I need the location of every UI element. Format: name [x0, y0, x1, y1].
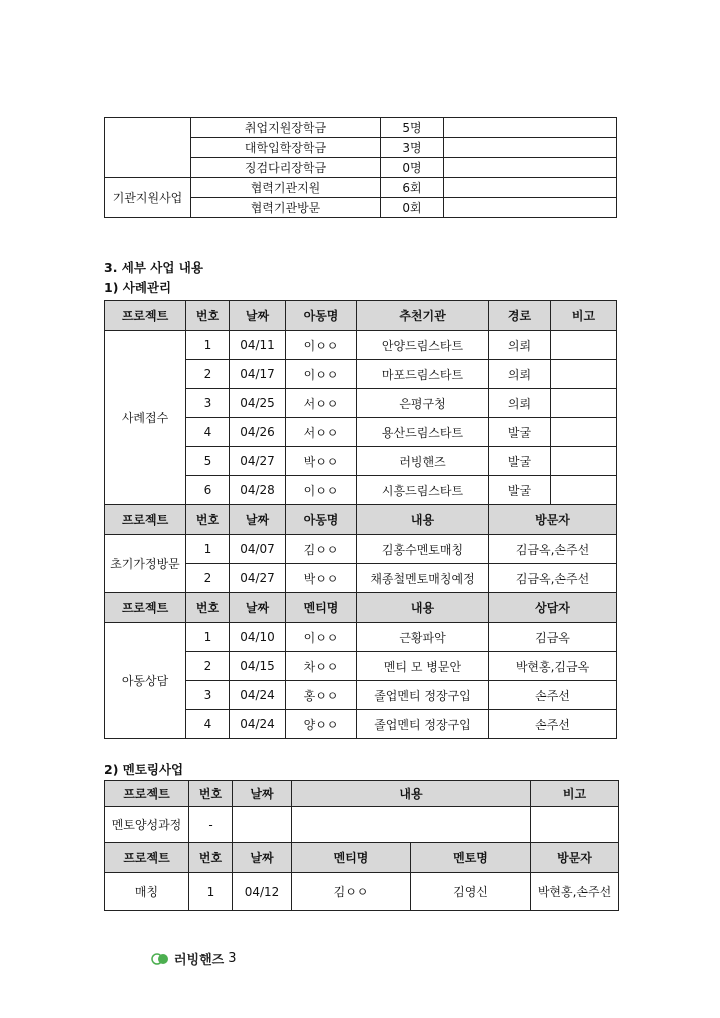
cell: 04/10: [230, 623, 286, 652]
header-child-name: 아동명: [286, 301, 357, 331]
header-remarks: 비고: [551, 301, 617, 331]
cell: 1: [189, 873, 233, 911]
home-visit-label: 초기가정방문: [105, 535, 186, 593]
cell: 러빙핸즈: [357, 447, 489, 476]
cell: 용산드림스타트: [357, 418, 489, 447]
cell: 의뢰: [489, 389, 551, 418]
cell: 멘티 모 병문안: [357, 652, 489, 681]
cell: 박ㅇㅇ: [286, 564, 357, 593]
note-cell: [444, 138, 617, 158]
header-project: 프로젝트: [105, 593, 186, 623]
subsection-title-case: 1) 사례관리: [104, 280, 172, 295]
cell: 04/25: [230, 389, 286, 418]
cell: 04/12: [233, 873, 292, 911]
item-cell: 징검다리장학금: [191, 158, 381, 178]
cell: 2: [186, 652, 230, 681]
top-summary-table: [104, 117, 617, 218]
cell: [292, 807, 531, 843]
cell: 의뢰: [489, 331, 551, 360]
mentoring-table: [104, 780, 619, 911]
cell: 박현홍,김금옥: [489, 652, 617, 681]
cell: 3: [186, 681, 230, 710]
cell: [551, 389, 617, 418]
cell: 04/07: [230, 535, 286, 564]
cell: 04/27: [230, 564, 286, 593]
cell: 김금옥: [489, 623, 617, 652]
header-mentor-name: 멘토명: [411, 843, 531, 873]
cell: 의뢰: [489, 360, 551, 389]
cell: 6: [186, 476, 230, 505]
cell: -: [189, 807, 233, 843]
cell: 서ㅇㅇ: [286, 389, 357, 418]
cell: 김영신: [411, 873, 531, 911]
header-number: 번호: [186, 301, 230, 331]
header-referral-agency: 추천기관: [357, 301, 489, 331]
cell: [551, 360, 617, 389]
cell: 04/17: [230, 360, 286, 389]
training-label: 멘토양성과정: [105, 807, 189, 843]
header-number: 번호: [186, 505, 230, 535]
cell: 은평구청: [357, 389, 489, 418]
header-number: 번호: [189, 781, 233, 807]
section-title: 3. 세부 사업 내용: [104, 260, 203, 275]
header-route: 경로: [489, 301, 551, 331]
case-management-table: [104, 300, 617, 739]
cell: 손주선: [489, 710, 617, 739]
cell: 이ㅇㅇ: [286, 623, 357, 652]
item-cell: 대학입학장학금: [191, 138, 381, 158]
page-number: 3: [228, 950, 237, 966]
cell: 김ㅇㅇ: [292, 873, 411, 911]
count-cell: 0회: [381, 198, 444, 218]
cell: 1: [186, 623, 230, 652]
cell: 차ㅇㅇ: [286, 652, 357, 681]
header-counselor: 상담자: [489, 593, 617, 623]
header-number: 번호: [189, 843, 233, 873]
cell: 5: [186, 447, 230, 476]
cell: 이ㅇㅇ: [286, 360, 357, 389]
header-remarks: 비고: [531, 781, 619, 807]
item-cell: 협력기관방문: [191, 198, 381, 218]
cell: 발굴: [489, 447, 551, 476]
count-cell: 6회: [381, 178, 444, 198]
cell: 서ㅇㅇ: [286, 418, 357, 447]
header-visitor: 방문자: [531, 843, 619, 873]
cell: 채종철멘토매칭예정: [357, 564, 489, 593]
counsel-label: 아동상담: [105, 623, 186, 739]
cell: 홍ㅇㅇ: [286, 681, 357, 710]
header-visitor: 방문자: [489, 505, 617, 535]
cell: 3: [186, 389, 230, 418]
header-project: 프로젝트: [105, 301, 186, 331]
cell: 박ㅇㅇ: [286, 447, 357, 476]
count-cell: 5명: [381, 118, 444, 138]
cell: [233, 807, 292, 843]
cell: 박현홍,손주선: [531, 873, 619, 911]
cell: 손주선: [489, 681, 617, 710]
cell: 4: [186, 418, 230, 447]
cell: [551, 331, 617, 360]
cell: 마포드림스타트: [357, 360, 489, 389]
note-cell: [444, 118, 617, 138]
cell: 1: [186, 331, 230, 360]
logo-text: 러빙핸즈: [174, 952, 225, 968]
item-cell: 취업지원장학금: [191, 118, 381, 138]
group-cell-empty: [105, 118, 191, 178]
cell: 이ㅇㅇ: [286, 476, 357, 505]
cell: 김홍수멘토매칭: [357, 535, 489, 564]
header-date: 날짜: [230, 301, 286, 331]
intake-label: 사례접수: [105, 331, 186, 505]
header-project: 프로젝트: [105, 781, 189, 807]
header-date: 날짜: [233, 843, 292, 873]
count-cell: 3명: [381, 138, 444, 158]
cell: 04/24: [230, 710, 286, 739]
header-content: 내용: [357, 505, 489, 535]
cell: 04/27: [230, 447, 286, 476]
cell: 안양드림스타트: [357, 331, 489, 360]
item-cell: 협력기관지원: [191, 178, 381, 198]
header-mentee-name: 멘티명: [286, 593, 357, 623]
cell: 4: [186, 710, 230, 739]
note-cell: [444, 158, 617, 178]
cell: 근황파악: [357, 623, 489, 652]
header-date: 날짜: [230, 593, 286, 623]
cell: 발굴: [489, 476, 551, 505]
cell: [551, 476, 617, 505]
header-number: 번호: [186, 593, 230, 623]
header-date: 날짜: [230, 505, 286, 535]
cell: 양ㅇㅇ: [286, 710, 357, 739]
hands-logo-icon: [150, 948, 170, 968]
cell: 04/24: [230, 681, 286, 710]
cell: 졸업멘티 정장구입: [357, 681, 489, 710]
cell: 이ㅇㅇ: [286, 331, 357, 360]
header-project: 프로젝트: [105, 843, 189, 873]
cell: 04/11: [230, 331, 286, 360]
cell: 김금옥,손주선: [489, 564, 617, 593]
cell: [551, 418, 617, 447]
cell: 졸업멘티 정장구입: [357, 710, 489, 739]
cell: 시흥드림스타트: [357, 476, 489, 505]
cell: 발굴: [489, 418, 551, 447]
cell: 김ㅇㅇ: [286, 535, 357, 564]
note-cell: [444, 178, 617, 198]
count-cell: 0명: [381, 158, 444, 178]
header-child-name: 아동명: [286, 505, 357, 535]
subsection-title-mentoring: 2) 멘토링사업: [104, 762, 184, 777]
cell: 김금옥,손주선: [489, 535, 617, 564]
cell: [531, 807, 619, 843]
cell: 2: [186, 360, 230, 389]
header-date: 날짜: [233, 781, 292, 807]
cell: 1: [186, 535, 230, 564]
header-content: 내용: [292, 781, 531, 807]
group-label: 기관지원사업: [105, 178, 191, 218]
page-footer: [150, 948, 237, 968]
header-content: 내용: [357, 593, 489, 623]
matching-label: 매칭: [105, 873, 189, 911]
cell: 04/28: [230, 476, 286, 505]
header-mentee-name: 멘티명: [292, 843, 411, 873]
cell: [551, 447, 617, 476]
note-cell: [444, 198, 617, 218]
cell: 04/26: [230, 418, 286, 447]
header-project: 프로젝트: [105, 505, 186, 535]
cell: 04/15: [230, 652, 286, 681]
cell: 2: [186, 564, 230, 593]
